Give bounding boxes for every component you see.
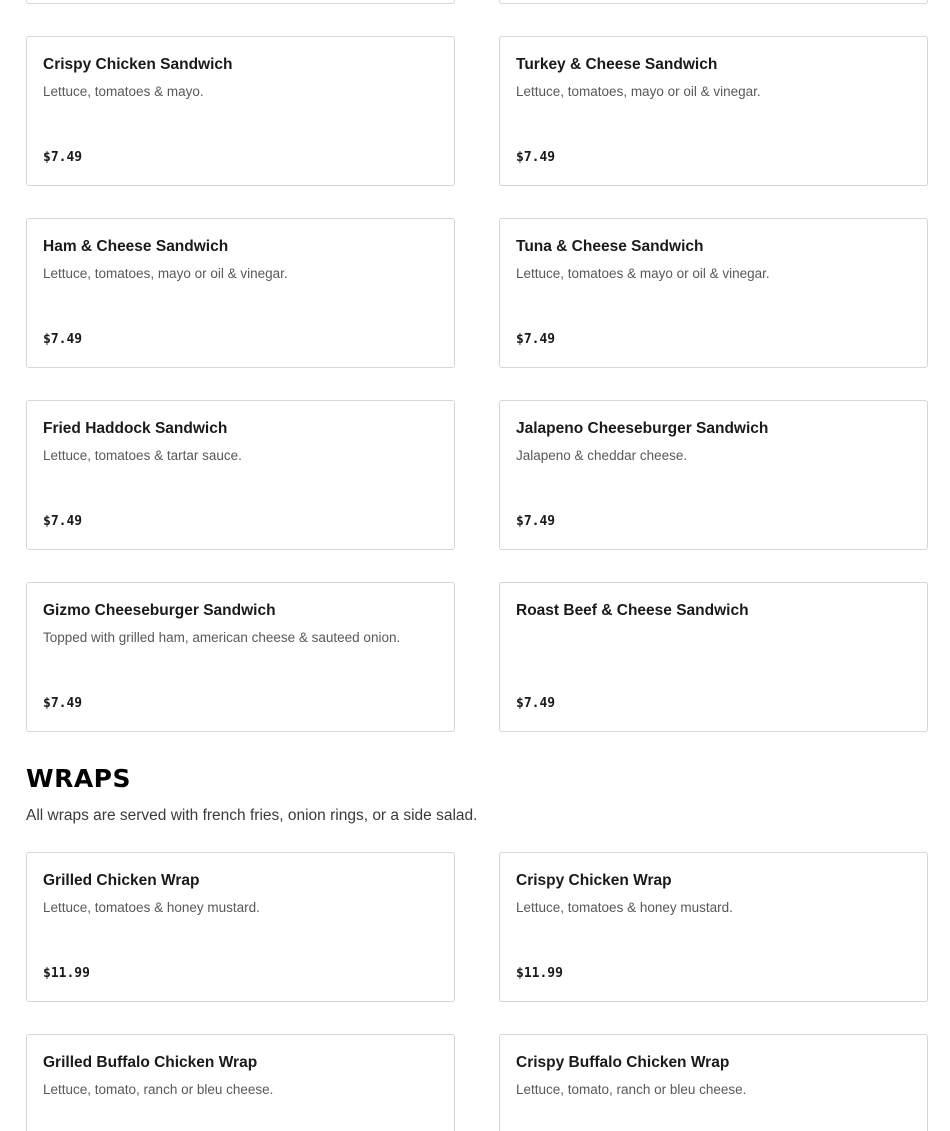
menu-item-card[interactable] [26,852,455,1002]
menu-item-card[interactable] [499,36,928,186]
menu-item-card[interactable] [26,1034,455,1131]
menu-item-card[interactable] [499,582,928,732]
section-title-wraps: WRAPS [26,764,132,793]
item-name: Turkey & Cheese Sandwich [516,56,718,73]
item-name: Tuna & Cheese Sandwich [516,238,704,255]
menu-item-card[interactable] [499,1034,928,1131]
item-name: Gizmo Cheeseburger Sandwich [43,602,276,619]
item-price: $7.49 [516,150,556,165]
menu-item-card-partial[interactable] [26,0,455,4]
menu-item-card-partial[interactable] [499,0,928,4]
item-description: Lettuce, tomato, ranch or bleu cheese. [516,1082,747,1097]
item-name: Jalapeno Cheeseburger Sandwich [516,420,769,437]
item-price: $11.99 [43,966,90,981]
item-name: Roast Beef & Cheese Sandwich [516,602,749,619]
item-price: $7.49 [43,150,83,165]
section-description: All wraps are served with french fries, onion rings, or a side salad. [26,807,478,824]
item-description: Topped with grilled ham, american cheese & sauteed onion. [43,630,401,645]
item-price: $7.49 [516,514,556,529]
item-name: Grilled Chicken Wrap [43,872,200,889]
item-description: Lettuce, tomato, ranch or bleu cheese. [43,1082,274,1097]
menu-item-card[interactable] [499,852,928,1002]
item-description: Lettuce, tomatoes & honey mustard. [516,900,733,915]
item-name: Fried Haddock Sandwich [43,420,228,437]
item-name: Crispy Chicken Wrap [516,872,672,889]
menu-item-card[interactable] [26,218,455,368]
item-price: $7.49 [43,332,83,347]
item-description: Jalapeno & cheddar cheese. [516,448,688,463]
menu-item-card[interactable] [499,400,928,550]
menu-item-card[interactable] [26,582,455,732]
item-name: Grilled Buffalo Chicken Wrap [43,1054,258,1071]
item-name: Ham & Cheese Sandwich [43,238,229,255]
item-description: Lettuce, tomatoes & tartar sauce. [43,448,242,463]
item-price: $7.49 [43,514,83,529]
item-description: Lettuce, tomatoes & honey mustard. [43,900,260,915]
menu-item-card[interactable] [26,36,455,186]
wrap-items-grid [26,852,928,1131]
item-description: Lettuce, tomatoes, mayo or oil & vinegar. [43,266,288,281]
menu-item-card[interactable] [26,400,455,550]
item-price: $7.49 [516,332,556,347]
item-name: Crispy Buffalo Chicken Wrap [516,1054,730,1071]
item-price: $7.49 [516,696,556,711]
menu-item-card[interactable] [499,218,928,368]
item-name: Crispy Chicken Sandwich [43,56,233,73]
item-price: $11.99 [516,966,563,981]
sandwich-items-grid [26,36,928,732]
item-description: Lettuce, tomatoes, mayo or oil & vinegar. [516,84,761,99]
item-description: Lettuce, tomatoes & mayo. [43,84,204,99]
item-description: Lettuce, tomatoes & mayo or oil & vinegar. [516,266,770,281]
item-price: $7.49 [43,696,83,711]
